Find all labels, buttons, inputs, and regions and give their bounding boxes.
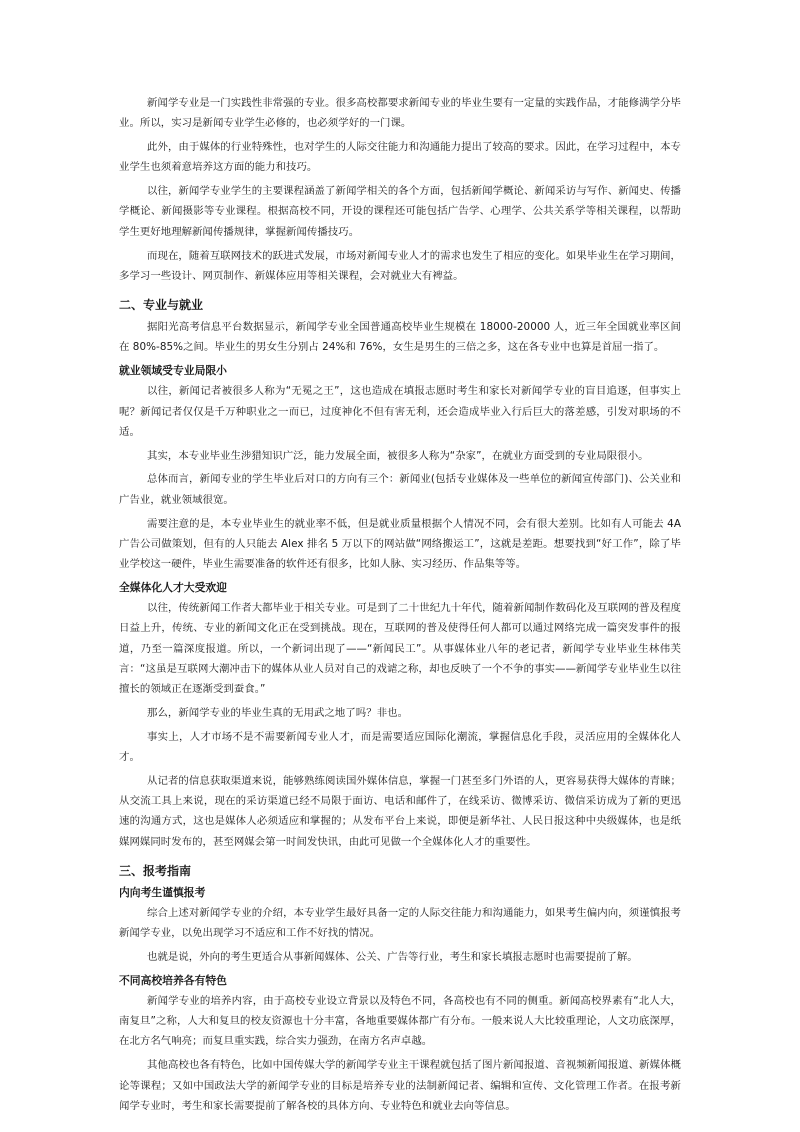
- paragraph: 新闻学专业的培养内容，由于高校专业设立背景以及特色不同，各高校也有不同的侧重。新闻高校界素有“北人大，南复旦”之称，人大和复旦的校友资源也十分丰富，各地重要媒体都广有分布。一般来说人大比较重理论，人文功底深厚，在北方名气响亮；而复旦重实践，综合实力强劲，在南方名声卓越。: [119, 994, 681, 1048]
- paragraph: 据阳光高考信息平台数据显示，新闻学专业全国普通高校毕业生规模在 18000-20000 人，近三年全国就业率区间在 80%-85%之间。毕业生的男女生分别占 24%和 76%，女生是男生的三倍之多，这在各专业中也算是首屈一指了。: [119, 321, 681, 354]
- article-body: [119, 93, 681, 1120]
- subsection-heading: 就业领域受专业局限小: [119, 364, 227, 378]
- paragraph: 事实上，人才市场不是不需要新闻专业人才，而是需要适应国际化潮流，掌握信息化手段，灵活应用的全媒体化人才。: [119, 730, 681, 764]
- subsection-heading: 全媒体化人才大受欢迎: [119, 580, 227, 594]
- subsection-heading: 不同高校培养各有特色: [119, 973, 227, 987]
- paragraph: 从记者的信息获取渠道来说，能够熟练阅读国外媒体信息，掌握一门甚至多门外语的人，更容易获得大媒体的青睐；从交流工具上来说，现在的采访渠道已经不局限于面访、电话和邮件了，在线采访、微博采访、微信采访成为了新的更迅速的沟通方式，这也是媒体人必须适应和掌握的；从发布平台上来说，即便是新华社、人民日报这种中央级媒体，也是纸媒网媒同时发布的，甚至网媒会第一时间发快讯，由此可见做一个全媒体化人才的重要性。: [119, 774, 681, 848]
- paragraph: 以往，新闻学专业学生的主要课程涵盖了新闻学相关的各个方面，包括新闻学概论、新闻采访与写作、新闻史、传播学概论、新闻摄影等专业课程。根据高校不同，开设的课程还可能包括广告学、心理学、公共关系学等相关课程，以帮助学生更好地理解新闻传播规律，掌握新闻传播技巧。: [119, 185, 681, 238]
- paragraph: 而现在，随着互联网技术的跃进式发展，市场对新闻专业人才的需求也发生了相应的变化。如果毕业生在学习期间，多学习一些设计、网页制作、新媒体应用等相关课程，会对就业大有裨益。: [119, 249, 681, 282]
- paragraph: 总体而言，新闻专业的学生毕业后对口的方向有三个：新闻业(包括专业媒体及一些单位的新闻宣传部门)、公关业和广告业，就业领域很宽。: [119, 473, 681, 506]
- paragraph: 综合上述对新闻学专业的介绍，本专业学生最好具备一定的人际交往能力和沟通能力，如果考生偏内向，须谨慎报考新闻学专业，以免出现学习不适应和工作不好找的情况。: [119, 907, 681, 940]
- paragraph: 新闻学专业是一门实践性非常强的专业。很多高校都要求新闻专业的毕业生要有一定量的实践作品，才能修满学分毕业。所以，实习是新闻专业学生必修的，也必须学好的一门课。: [119, 97, 681, 130]
- paragraph: 其他高校也各有特色，比如中国传媒大学的新闻学专业主干课程就包括了图片新闻报道、音视频新闻报道、新媒体概论等课程；又如中国政法大学的新闻学专业的目标是培养专业的法制新闻记者、编辑和宣传、文化管理工作者。在报考新闻学专业时，考生和家长需要提前了解各校的具体方向、专业特色和就业去向等信息。: [119, 1059, 681, 1112]
- paragraph: 需要注意的是，本专业毕业生的就业率不低，但是就业质量根据个人情况不同，会有很大差别。比如有人可能去 4A 广告公司做策划，但有的人只能去 Alex 排名 5 万以下的网站做“网络搬运工”，这就是差距。想要找到“好工作”，除了毕业学校这一硬件，毕业生需要准备的软件还有很多，比如人脉、实习经历、作品集等等。: [119, 517, 681, 571]
- paragraph: 以往，新闻记者被很多人称为“无冕之王”，这也造成在填报志愿时考生和家长对新闻学专业的盲目追逐，但事实上呢？新闻记者仅仅是千万种职业之一而已，过度神化不但有害无利，还会造成毕业入行后巨大的落差感，引发对职场的不适。: [119, 385, 681, 438]
- paragraph: 此外，由于媒体的行业特殊性，也对学生的人际交往能力和沟通能力提出了较高的要求。因此，在学习过程中，本专业学生也须着意培养这方面的能力和技巧。: [119, 141, 681, 174]
- paragraph: 那么，新闻学专业的毕业生真的无用武之地了吗？非也。: [147, 706, 409, 719]
- section-heading: 三、报考指南: [119, 864, 192, 878]
- section-heading: 二、专业与就业: [119, 298, 204, 313]
- paragraph: 以往，传统新闻工作者大都毕业于相关专业。可是到了二十世纪九十年代，随着新闻制作数码化及互联网的普及程度日益上升，传统、专业的新闻文化正在受到挑战。现在，互联网的普及使得任何人都可以通过网络完成一篇突发事件的报道，乃至一篇深度报道。所以，一个新词出现了——“新闻民工”。从事媒体业八年的老记者，新闻学专业毕业生林伟芙言：“这虽是互联网大潮冲击下的媒体从业人员对自己的戏谑之称，却也反映了一个不争的事实——新闻学专业毕业生以往擅长的领域正在逐渐受到蚕食。”: [119, 601, 681, 696]
- paragraph: 其实，本专业毕业生涉猎知识广泛，能力发展全面，被很多人称为“杂家”，在就业方面受到的专业局限很小。: [147, 449, 649, 462]
- subsection-heading: 内向考生谨慎报考: [119, 886, 206, 899]
- paragraph: 也就是说，外向的考生更适合从事新闻媒体、公关、广告等行业，考生和家长填报志愿时也需要提前了解。: [147, 951, 638, 964]
